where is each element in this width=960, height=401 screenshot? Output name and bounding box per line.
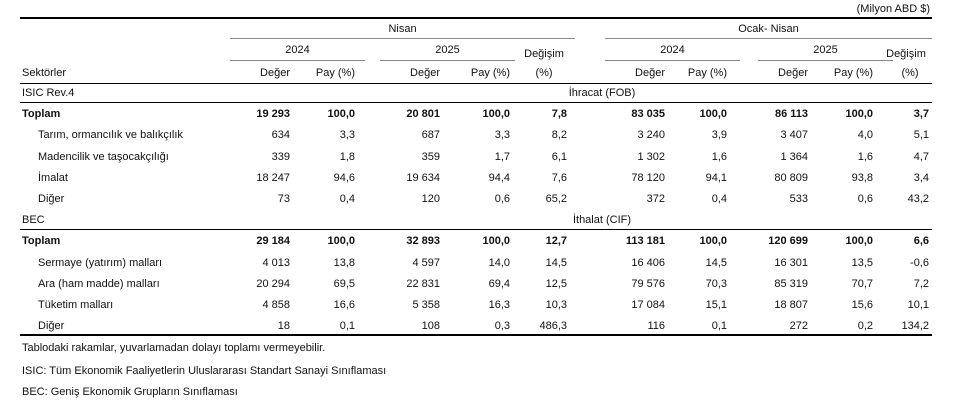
ocak-nisan-underline [605, 38, 932, 39]
classification-label: ISIC Rev.4 [22, 87, 75, 99]
table-cell: 0,6 [857, 193, 873, 205]
table-cell: 100,0 [699, 235, 727, 247]
nisan-underline [230, 38, 575, 39]
table-cell: 78 120 [631, 172, 665, 184]
year-header-ocak-2025: 2025 [813, 44, 838, 56]
table-cell: 10,3 [545, 299, 567, 311]
table-cell: 0,1 [711, 320, 727, 332]
table-cell: 3,9 [711, 129, 727, 141]
change-unit-ocak: (%) [901, 67, 919, 79]
year-underline [605, 60, 740, 61]
year-header-nisan-2025: 2025 [435, 44, 460, 56]
year-header-ocak-2024: 2024 [660, 44, 685, 56]
table-cell: 0,6 [494, 193, 510, 205]
section-rule [20, 229, 932, 230]
table-cell: 3,4 [913, 172, 929, 184]
sectors-header: Sektörler [22, 67, 67, 79]
change-unit-nisan: (%) [535, 67, 553, 79]
table-cell: 94,4 [488, 172, 510, 184]
value-header: Değer [260, 67, 290, 79]
table-cell: 3 240 [637, 129, 665, 141]
table-cell: 1,7 [494, 151, 510, 163]
table-cell: 3 407 [780, 129, 808, 141]
table-cell: 16,6 [333, 299, 355, 311]
share-header: Pay (%) [833, 67, 873, 79]
table-cell: 13,5 [851, 257, 873, 269]
table-cell: 29 184 [256, 235, 290, 247]
table-cell: 79 576 [631, 278, 665, 290]
row-label: Diğer [38, 320, 65, 332]
table-cell: 65,2 [545, 193, 567, 205]
table-cell: 113 181 [625, 235, 665, 247]
table-cell: 100,0 [327, 108, 355, 120]
table-cell: 7,2 [913, 278, 929, 290]
table-cell: 100,0 [699, 108, 727, 120]
table-cell: 85 319 [774, 278, 808, 290]
table-cell: 20 801 [406, 108, 440, 120]
table-cell: 4,0 [857, 129, 873, 141]
table-cell: 3,7 [913, 108, 929, 120]
table-cell: 3,3 [339, 129, 355, 141]
table-cell: 32 893 [406, 235, 440, 247]
table-cell: 17 084 [631, 299, 665, 311]
table-cell: 12,5 [545, 278, 567, 290]
row-label: Sermaye (yatırım) malları [38, 257, 163, 269]
table-cell: 43,2 [907, 193, 929, 205]
table-cell: 4 597 [412, 257, 440, 269]
table-cell: 0,3 [494, 320, 510, 332]
table-cell: -0,6 [910, 257, 929, 269]
table-cell: 1,6 [711, 151, 727, 163]
row-label: Madencilik ve taşocakçılığı [38, 151, 169, 163]
table-cell: 100,0 [482, 108, 510, 120]
table-cell: 100,0 [327, 235, 355, 247]
row-label: İmalat [38, 172, 68, 184]
table-cell: 22 831 [406, 278, 440, 290]
table-cell: 486,3 [539, 320, 567, 332]
table-cell: 69,5 [333, 278, 355, 290]
share-header: Pay (%) [470, 67, 510, 79]
table-cell: 120 [421, 193, 440, 205]
year-underline [380, 60, 515, 61]
table-cell: 359 [421, 151, 440, 163]
table-cell: 0,1 [339, 320, 355, 332]
table-bottom-rule [20, 334, 932, 336]
table-cell: 18 247 [256, 172, 290, 184]
table-cell: 7,8 [551, 108, 567, 120]
note-isic: ISIC: Tüm Ekonomik Faaliyetlerin Uluslararası Standart Sanayi Sınıflaması [22, 365, 387, 377]
table-cell: 83 035 [631, 108, 665, 120]
table-cell: 1 364 [780, 151, 808, 163]
table-cell: 15,6 [851, 299, 873, 311]
table-cell: 80 809 [774, 172, 808, 184]
table-cell: 100,0 [845, 235, 873, 247]
table-cell: 134,2 [901, 320, 929, 332]
share-header: Pay (%) [315, 67, 355, 79]
table-cell: 634 [271, 129, 290, 141]
table-cell: 272 [789, 320, 808, 332]
table-cell: 93,8 [851, 172, 873, 184]
table-top-rule [20, 17, 932, 19]
table-cell: 4,7 [913, 151, 929, 163]
table-cell: 6,1 [551, 151, 567, 163]
table-cell: 339 [271, 151, 290, 163]
row-label: Tüketim malları [38, 299, 114, 311]
share-header: Pay (%) [687, 67, 727, 79]
year-underline [758, 60, 893, 61]
table-cell: 7,6 [551, 172, 567, 184]
table-cell: 108 [421, 320, 440, 332]
year-underline [230, 60, 365, 61]
period-header-nisan: Nisan [388, 23, 417, 35]
table-cell: 1,6 [857, 151, 873, 163]
table-cell: 120 699 [768, 235, 808, 247]
header-bottom-rule [20, 83, 932, 84]
table-cell: 1,8 [339, 151, 355, 163]
table-cell: 0,4 [711, 193, 727, 205]
table-cell: 73 [277, 193, 290, 205]
row-label: Ara (ham madde) malları [38, 278, 160, 290]
table-cell: 16,3 [488, 299, 510, 311]
table-cell: 1 302 [637, 151, 665, 163]
table-cell: 4 013 [262, 257, 290, 269]
table-cell: 14,5 [705, 257, 727, 269]
note-rounding: Tablodaki rakamlar, yuvarlamadan dolayı toplamı vermeyebilir. [22, 342, 326, 354]
year-header-nisan-2024: 2024 [285, 44, 310, 56]
table-cell: 15,1 [705, 299, 727, 311]
table-cell: 86 113 [774, 108, 808, 120]
table-cell: 116 [647, 320, 665, 332]
flow-label: İthalat (CIF) [572, 214, 632, 227]
table-cell: 12,7 [545, 235, 567, 247]
value-header: Değer [635, 67, 665, 79]
row-label: Toplam [22, 108, 61, 120]
table-cell: 16 301 [774, 257, 808, 269]
table-cell: 687 [421, 129, 440, 141]
value-header: Değer [410, 67, 440, 79]
change-header-ocak: Değişim [886, 48, 926, 60]
table-cell: 3,3 [494, 129, 510, 141]
table-cell: 5,1 [913, 129, 929, 141]
table-cell: 13,8 [333, 257, 355, 269]
table-cell: 0,2 [857, 320, 873, 332]
table-cell: 94,6 [333, 172, 355, 184]
table-cell: 0,4 [339, 193, 355, 205]
table-cell: 4 858 [262, 299, 290, 311]
table-cell: 19 293 [256, 108, 290, 120]
table-cell: 6,6 [913, 235, 929, 247]
table-cell: 533 [789, 193, 808, 205]
table-cell: 19 634 [406, 172, 440, 184]
table-cell: 70,7 [851, 278, 873, 290]
table-cell: 94,1 [705, 172, 727, 184]
row-label: Toplam [22, 235, 61, 247]
table-cell: 16 406 [631, 257, 665, 269]
classification-label: BEC [22, 214, 45, 227]
table-cell: 18 807 [774, 299, 808, 311]
note-bec: BEC: Geniş Ekonomik Grupların Sınıflaması [22, 386, 238, 398]
table-cell: 14,0 [488, 257, 510, 269]
row-label: Diğer [38, 193, 65, 205]
change-header-nisan: Değişim [524, 48, 564, 60]
table-cell: 69,4 [488, 278, 510, 290]
table-cell: 14,5 [545, 257, 567, 269]
row-label: Tarım, ormancılık ve balıkçılık [38, 129, 183, 141]
value-header: Değer [778, 67, 808, 79]
table-cell: 10,1 [907, 299, 929, 311]
table-cell: 100,0 [845, 108, 873, 120]
flow-label: İhracat (FOB) [568, 87, 636, 99]
table-cell: 100,0 [482, 235, 510, 247]
table-cell: 20 294 [256, 278, 290, 290]
table-cell: 8,2 [551, 129, 567, 141]
table-cell: 70,3 [705, 278, 727, 290]
unit-label: (Milyon ABD $) [856, 3, 930, 15]
table-cell: 5 358 [412, 299, 440, 311]
period-header-ocak-nisan: Ocak- Nisan [738, 23, 799, 35]
table-cell: 18 [277, 320, 290, 332]
section-rule [20, 102, 932, 103]
table-cell: 372 [646, 193, 665, 205]
